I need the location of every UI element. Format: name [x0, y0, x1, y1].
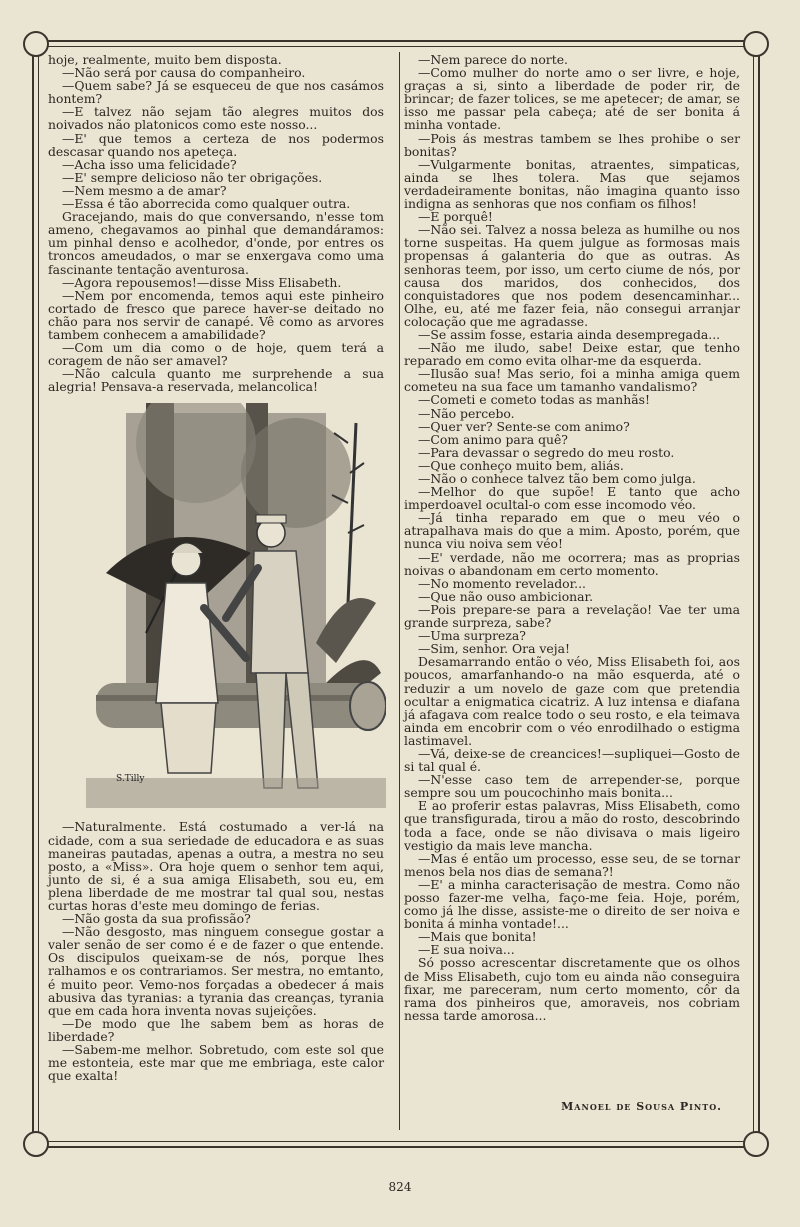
border-corner-ornament — [743, 31, 769, 57]
paragraph: —Vulgarmente bonitas, atraentes, simpaticas, ainda se lhes tolera. Mas que sejamos verdadeiramente bonitas, não imagina quanto isso indigna as senhoras que nos confiam os filhos! — [404, 156, 740, 212]
paragraph: —Que conheço muito bem, aliás. — [418, 457, 624, 473]
artist-signature: S.Tilly — [116, 774, 145, 785]
paragraph: —Uma surpreza? — [418, 628, 526, 644]
couple-under-umbrella-illustration — [86, 403, 386, 808]
paragraph: —E porquê! — [418, 209, 493, 225]
paragraph: —Naturalmente. Está costumado a ver-lá na cidade, com a sua seriedade de educadora e as suas maneiras pautadas, apenas a outra, a mestra no seu posto, a «Miss». Ora hoje quem o senhor tem aqui, junto de si, é a sua amiga Elisabeth, sou eu, em plena liberdade de me mostrar tal qual sou, nestas curtas horas d'este meu domingo de ferias. — [48, 819, 384, 913]
paragraph: —De modo que lhe sabem bem as horas de liberdade? — [48, 1015, 384, 1044]
border-corner-ornament — [23, 1131, 49, 1157]
paragraph: —Cometi e cometo todas as manhãs! — [418, 392, 650, 408]
paragraph: Só posso acrescentar discretamente que os olhos de Miss Elisabeth, cujo tom eu ainda não conseguira fixar, me pareceram, num certo momento, côr da rama dos pinheiros que, amoraveis, nos cobriam nessa tarde amorosa... — [404, 955, 740, 1023]
paragraph: —Vá, deixe-se de creancices!—supliquei—Gosto de si tal qual é. — [404, 745, 740, 775]
paragraph: —Não sei. Talvez a nossa beleza as humilhe ou nos torne suspeitas. Ha quem julgue as formosas mais propensas á galanteria do que as outras. As senhoras teem, por isso, um certo ciume de nós, por causa dos maridos, dos conhecidos, dos conquistadores que nos podem desencaminhar... Olhe, eu, até me fazer feia, não consegui arranjar colocação que me agradasse. — [404, 222, 740, 329]
paragraph: hoje, realmente, muito bem disposta. — [48, 52, 282, 67]
paragraph: —Nem parece do norte. — [418, 52, 568, 67]
paragraph: —N'esse caso tem de arrepender-se, porque sempre sou um poucochinho mais bonita... — [404, 772, 740, 801]
paragraph: —Como mulher do norte amo o ser livre, e hoje, graças a si, sinto a liberdade de poder rir, de brincar; de fazer tolices, se me apetecer; de amar, se isso me passar pela cabeça; até de ser bonita á minha vontade. — [404, 65, 740, 133]
paragraph: —Que não ouso ambicionar. — [418, 588, 594, 604]
paragraph: —E' que temos a certeza de nos podermos descasar quando nos apeteça. — [48, 130, 384, 159]
paragraph: —Melhor do que supõe! E tanto que acho imperdoavel ocultal-o com esse incomodo véo. — [404, 484, 740, 513]
paragraph: —Não me iludo, sabe! Deixe estar, que tenho reparado em como evita olhar-me da esquerda. — [404, 340, 740, 369]
paragraph: —Quem sabe? Já se esqueceu de que nos casámos hontem? — [48, 78, 384, 107]
paragraph: —E talvez não sejam tão alegres muitos dos noivados não platonicos como este nosso... — [48, 104, 384, 133]
paragraph: —Não percebo. — [418, 405, 515, 421]
paragraph: —Mas é então um processo, esse seu, de se tornar menos bela nos dias de semana?! — [404, 850, 740, 879]
left-column — [48, 53, 384, 1082]
paragraph: —Ilusão sua! Mas serio, foi a minha amiga quem cometeu na sua face um tamanho vandalismo? — [404, 366, 740, 395]
border-corner-ornament — [23, 31, 49, 57]
paragraph: —E' sempre delicioso não ter obrigações. — [62, 169, 323, 185]
right-column — [404, 53, 740, 1022]
paragraph: —Não será por causa do companheiro. — [62, 65, 306, 81]
paragraph: —Não gosta da sua profissão? — [62, 911, 251, 927]
paragraph: —Sim, senhor. Ora veja! — [418, 641, 570, 657]
paragraph: —Essa é tão aborrecida como qualquer outra. — [62, 196, 351, 212]
paragraph: —Não desgosto, mas ninguem consegue gostar a valer senão de ser como é e de fazer o que entende. Os discipulos queixam-se de nós, porque lhes ralhamos e os contrariamos. Ser mestra, no emtanto, é muito peor. Vemo-nos forçadas a obedecer á mais abusiva das tyranias: a tyrania das creanças, tyrania que em cada hora inventa novas sujeições. — [48, 924, 384, 1018]
paragraph: —Nem por encomenda, temos aqui este pinheiro cortado de fresco que parece haver-se deitado no chão para nos servir de canapé. Vê como as arvores tambem conhecem a amabilidade? — [48, 287, 384, 342]
paragraph: —Já tinha reparado em que o meu véo o atrapalhava mais do que a mim. Aposto, porém, que nunca viu noiva sem véo! — [404, 510, 740, 552]
paragraph: —Para devassar o segredo do meu rosto. — [418, 444, 675, 460]
paragraph: —Agora repousemos!—disse Miss Elisabeth. — [62, 274, 342, 290]
paragraph: —Mais que bonita! — [418, 929, 537, 945]
paragraph: —Quer ver? Sente-se com animo? — [418, 418, 630, 434]
column-divider — [399, 52, 400, 1130]
paragraph: —Pois ás mestras tambem se lhes prohibe o ser bonitas? — [404, 130, 740, 159]
author-signature: Manoel de Sousa Pinto. — [561, 1100, 722, 1113]
paragraph: Gracejando, mais do que conversando, n'esse tom ameno, chegavamos ao pinhal que demandáramos: um pinhal denso e acolhedor, d'onde, por entres os troncos ameudados, o mar se enxergava como uma fascinante tentação aventurosa. — [48, 209, 384, 277]
paragraph: —Com animo para quê? — [418, 431, 568, 447]
paragraph: —E' verdade, não me ocorrera; mas as proprias noivas o abandonam em certo momento. — [404, 549, 740, 578]
paragraph: —Se assim fosse, estaria ainda desempregada... — [418, 326, 721, 342]
paragraph: —Acha isso uma felicidade? — [62, 156, 237, 172]
paragraph: —No momento revelador... — [418, 575, 586, 591]
paragraph: —Com um dia como o de hoje, quem terá a coragem de não ser amavel? — [48, 340, 384, 369]
left-column-text-bottom — [48, 820, 384, 1082]
page-number: 824 — [388, 1180, 412, 1194]
border-corner-ornament — [743, 1131, 769, 1157]
paragraph: E ao proferir estas palavras, Miss Elisabeth, como que transfigurada, tirou a mão do rosto, descobrindo toda a face, onde se não divisava o mais ligeiro vestigio da mais leve mancha. — [404, 798, 740, 853]
left-column-text-top — [48, 53, 384, 393]
paragraph: —Sabem-me melhor. Sobretudo, com este sol que me estonteia, este mar que me embriaga, este calor que exalta! — [48, 1042, 384, 1084]
paragraph: —Não o conhece talvez tão bem como julga. — [418, 471, 696, 486]
paragraph: —E sua noiva... — [418, 942, 515, 958]
paragraph: —Nem mesmo a de amar? — [62, 182, 227, 198]
paragraph: —Não calcula quanto me surprehende a sua alegria! Pensava-a reservada, melancolica! — [48, 366, 384, 395]
paragraph: —Pois prepare-se para a revelação! Vae ter uma grande surpreza, sabe? — [404, 601, 740, 631]
paragraph: Desamarrando então o véo, Miss Elisabeth foi, aos poucos, amarfanhando-o na mão esquerda, até o reduzir a um novelo de gaze com que pretendia ocultar a enigmatica cicatriz. A luz intensa e diafana já afagava com realce todo o seu rosto, e ela teimava ainda em encobrir com o véo enrodilhado o estigma lastimavel. — [404, 654, 740, 748]
paragraph: —E' a minha caracterisação de mestra. Como não posso fazer-me velha, faço-me feia. Hoje, porém, como já lhe disse, assiste-me o direito de ser noiva e bonita á minha vontade!... — [404, 876, 740, 932]
